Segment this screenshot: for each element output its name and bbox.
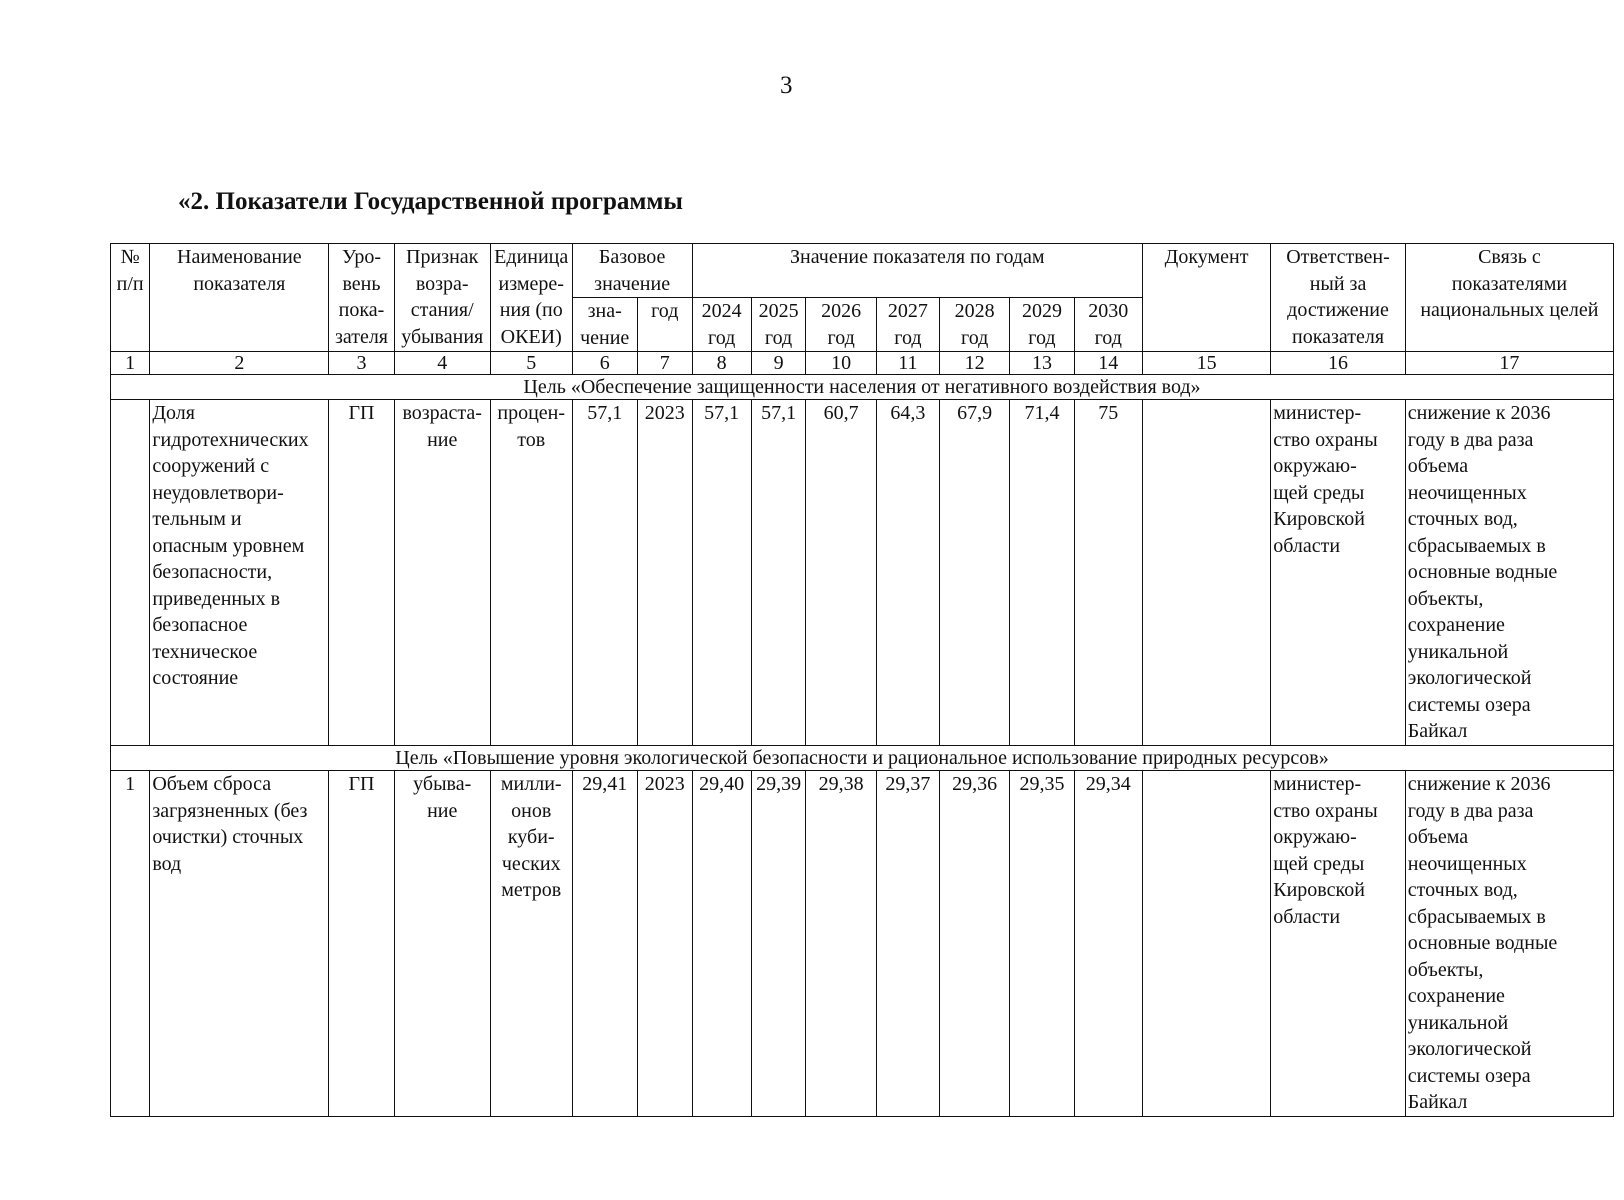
base-value: 29,41 xyxy=(572,771,637,1117)
header-level: Уро- вень пока- зателя xyxy=(329,244,394,352)
column-number: 7 xyxy=(637,352,692,375)
header-num: № п/п xyxy=(111,244,150,352)
base-year: 2023 xyxy=(637,771,692,1117)
indicator-sign: возраста- ние xyxy=(394,400,490,746)
indicator-name: Объем сброса загрязненных (без очистки) сточных вод xyxy=(150,771,329,1117)
indicator-sign: убыва- ние xyxy=(394,771,490,1117)
header-year-2024: 2024 год xyxy=(692,298,751,352)
document xyxy=(1142,400,1270,746)
column-number: 6 xyxy=(572,352,637,375)
column-number: 1 xyxy=(111,352,150,375)
value-2028: 29,36 xyxy=(939,771,1009,1117)
value-2027: 64,3 xyxy=(876,400,939,746)
column-number: 11 xyxy=(876,352,939,375)
goal-title: Цель «Обеспечение защищенности населения от негативного воздействия вод» xyxy=(111,375,1614,400)
column-number: 9 xyxy=(751,352,806,375)
header-values-by-year: Значение показателя по годам xyxy=(692,244,1142,298)
header-responsible: Ответствен- ный за достижение показателя xyxy=(1271,244,1406,352)
row-num: 1 xyxy=(111,771,150,1117)
section-title: «2. Показатели Государственной программы xyxy=(178,188,683,215)
header-base: Базовое значение xyxy=(572,244,692,298)
indicators-table xyxy=(110,243,1614,1117)
indicator-name: Доля гидротехнических сооружений с неудовлетвори- тельным и опасным уровнем безопасности, приведенных в безопасное техническое состояние xyxy=(150,400,329,746)
value-2030: 29,34 xyxy=(1074,771,1142,1117)
table-row xyxy=(111,400,1614,746)
header-sign: Признак возра- стания/ убывания xyxy=(394,244,490,352)
column-number: 17 xyxy=(1405,352,1613,375)
value-2025: 29,39 xyxy=(751,771,806,1117)
page-number: 3 xyxy=(780,72,793,99)
document xyxy=(1142,771,1270,1117)
table-row xyxy=(111,771,1614,1117)
national-goals-link: снижение к 2036 году в два раза объема неочищенных сточных вод, сбрасываемых в основные водные объекты, сохранение уникальной экологической системы озера Байкал xyxy=(1405,771,1613,1117)
header-year-2028: 2028 год xyxy=(939,298,1009,352)
indicator-level: ГП xyxy=(329,771,394,1117)
column-number: 15 xyxy=(1142,352,1270,375)
value-2030: 75 xyxy=(1074,400,1142,746)
header-row-top xyxy=(111,244,1614,298)
column-number: 14 xyxy=(1074,352,1142,375)
row-num xyxy=(111,400,150,746)
column-number: 13 xyxy=(1010,352,1074,375)
value-2026: 29,38 xyxy=(806,771,876,1117)
column-number: 12 xyxy=(939,352,1009,375)
value-2024: 57,1 xyxy=(692,400,751,746)
header-base-year: год xyxy=(637,298,692,352)
value-2029: 29,35 xyxy=(1010,771,1074,1117)
column-number: 3 xyxy=(329,352,394,375)
value-2024: 29,40 xyxy=(692,771,751,1117)
column-number: 10 xyxy=(806,352,876,375)
indicator-unit: милли- онов куби- ческих метров xyxy=(490,771,572,1117)
value-2028: 67,9 xyxy=(939,400,1009,746)
indicator-level: ГП xyxy=(329,400,394,746)
column-number: 4 xyxy=(394,352,490,375)
header-document: Документ xyxy=(1142,244,1270,352)
header-year-2029: 2029 год xyxy=(1010,298,1074,352)
column-number: 16 xyxy=(1271,352,1406,375)
value-2029: 71,4 xyxy=(1010,400,1074,746)
header-unit: Единица измере- ния (по ОКЕИ) xyxy=(490,244,572,352)
column-number-row xyxy=(111,352,1614,375)
header-year-2025: 2025 год xyxy=(751,298,806,352)
indicator-unit: процен- тов xyxy=(490,400,572,746)
value-2025: 57,1 xyxy=(751,400,806,746)
header-national-goals-link: Связь с показателями национальных целей xyxy=(1405,244,1613,352)
header-year-2030: 2030 год xyxy=(1074,298,1142,352)
column-number: 8 xyxy=(692,352,751,375)
value-2027: 29,37 xyxy=(876,771,939,1117)
value-2026: 60,7 xyxy=(806,400,876,746)
base-year: 2023 xyxy=(637,400,692,746)
header-base-value: зна- чение xyxy=(572,298,637,352)
responsible: министер- ство охраны окружаю- щей среды Кировской области xyxy=(1271,771,1406,1117)
national-goals-link: снижение к 2036 году в два раза объема неочищенных сточных вод, сбрасываемых в основные водные объекты, сохранение уникальной экологической системы озера Байкал xyxy=(1405,400,1613,746)
header-year-2027: 2027 год xyxy=(876,298,939,352)
header-name: Наименование показателя xyxy=(150,244,329,352)
goal-row-2 xyxy=(111,746,1614,771)
goal-row-1 xyxy=(111,375,1614,400)
header-year-2026: 2026 год xyxy=(806,298,876,352)
column-number: 2 xyxy=(150,352,329,375)
base-value: 57,1 xyxy=(572,400,637,746)
column-number: 5 xyxy=(490,352,572,375)
goal-title: Цель «Повышение уровня экологической безопасности и рациональное использование природных ресурсов» xyxy=(111,746,1614,771)
responsible: министер- ство охраны окружаю- щей среды Кировской области xyxy=(1271,400,1406,746)
